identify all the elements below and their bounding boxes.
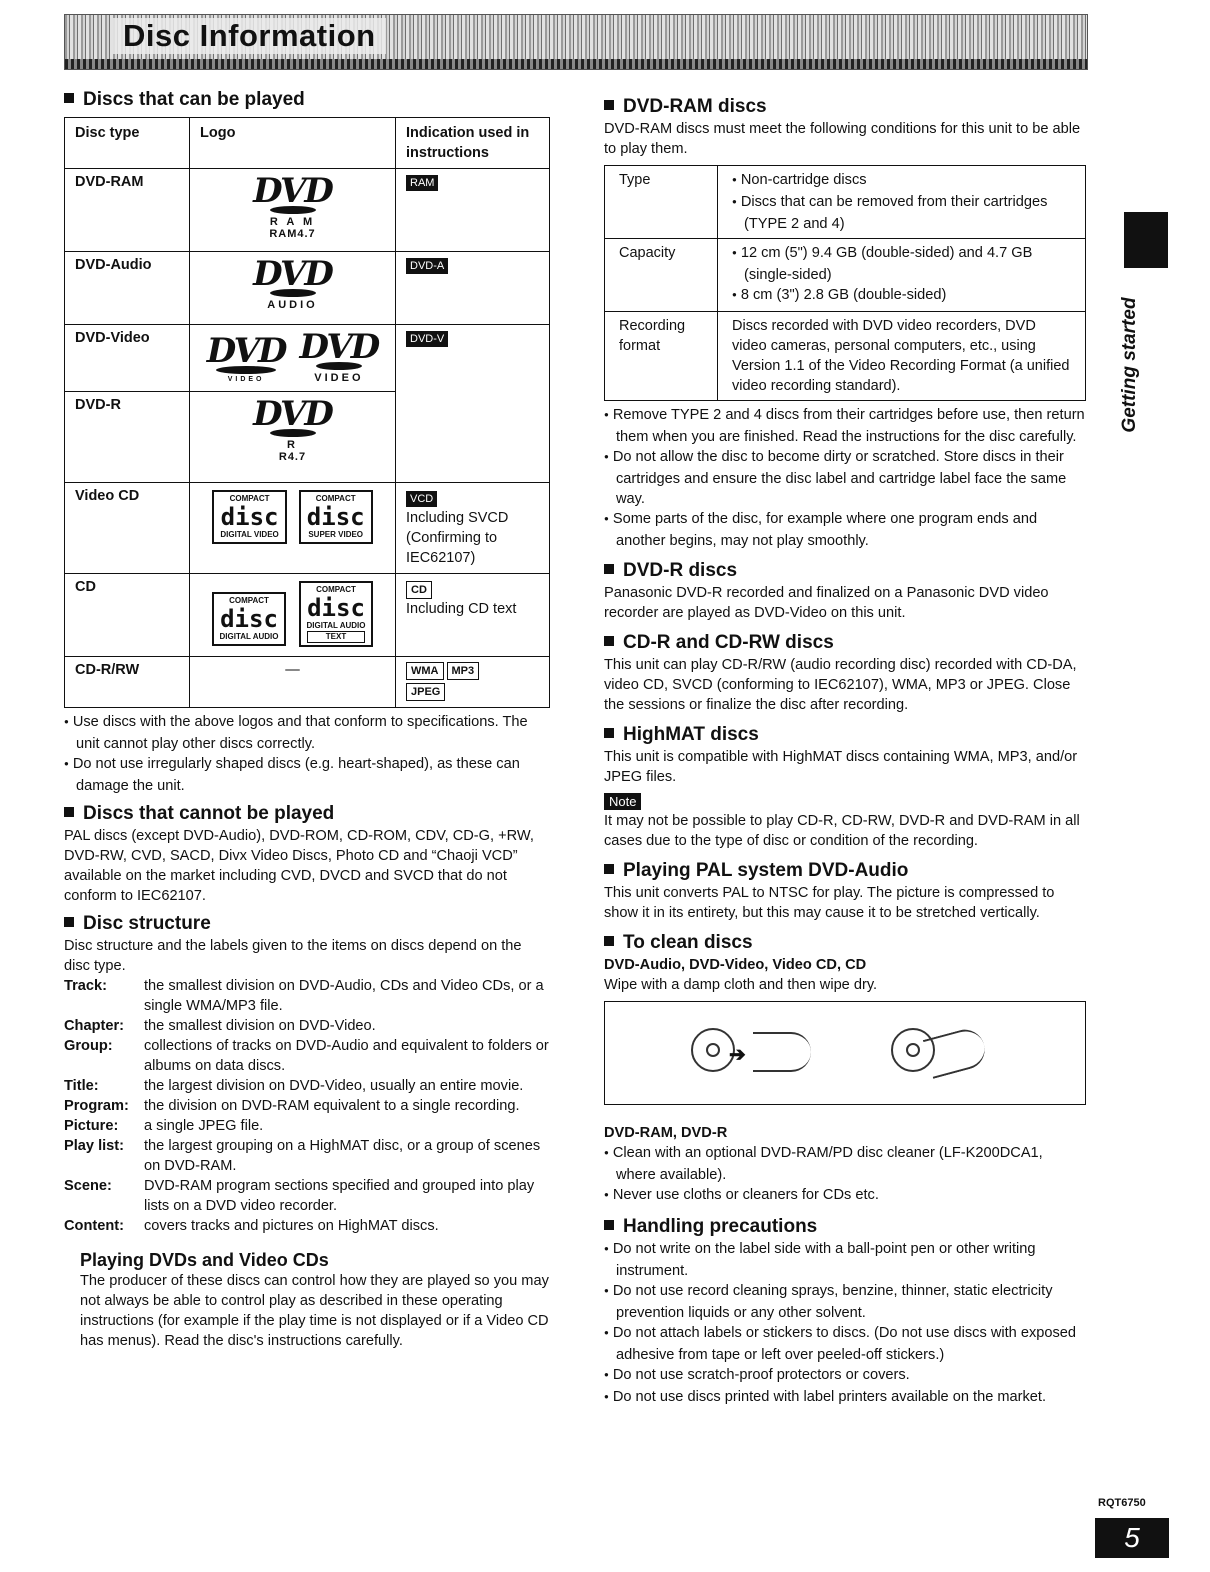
ram-badge: RAM (406, 175, 438, 191)
table-row (65, 483, 550, 574)
disc-type-cell: DVD-Audio (65, 252, 190, 325)
compact-disc-super-video-logo: COMPACT disc SUPER VIDEO (299, 490, 373, 544)
list-item: ● Use discs with the above logos and that conform to specifications. The unit cannot play other discs correctly. (64, 712, 550, 754)
list-item: ● Do not allow the disc to become dirty or scratched. Store discs in their cartridges and ensure the disc label and cartridge label face the same way. (604, 447, 1086, 509)
dvd-a-badge: DVD-A (406, 258, 448, 274)
compact-disc-video-logo: COMPACT disc DIGITAL VIDEO (212, 490, 286, 544)
list-item: ● Never use cloths or cleaners for CDs etc. (604, 1185, 1086, 1207)
cond-value: ● 12 cm (5") 9.4 GB (double-sided) and 4.7 GB (single-sided) ● 8 cm (3") 2.8 GB (double-sided) (718, 239, 1086, 312)
structure-definitions: Track: the smallest division on DVD-Audio, CDs and Video CDs, or a single WMA/MP3 file. Chapter: the smallest division on DVD-Video. Group: collections of tracks on DVD-Audio and equivalent to folders or albums on data discs. Title: the largest division on DVD-Video, usually an entire movie. Program: the division on DVD-RAM equivalent to a single recording. Picture: a single JPEG file. Play list: the largest grouping on a HighMAT disc, or a group of scenes on DVD-RAM. Scene: DVD-RAM program sections specified and grouped into play lists on a DVD video recorder. Content: covers tracks and pictures on HighMAT discs. (64, 978, 549, 1234)
list-item: ● Do not write on the label side with a ball-point pen or other writing instrument. (604, 1239, 1086, 1281)
right-column (604, 95, 1086, 1409)
list-item: ● Remove TYPE 2 and 4 discs from their cartridges before use, then return them when you are finished. Read the instructions for the disc carefully. (604, 405, 1086, 447)
indication-cell (396, 169, 550, 252)
dvd-audio-logo: DVD AUDIO (190, 252, 396, 325)
table-header-row (65, 118, 550, 169)
dvd-v-badge: DVD-V (406, 331, 448, 347)
note-badge: Note (604, 793, 641, 810)
page-title: Disc Information (113, 18, 386, 54)
vcd-note: Including SVCD (Confirming to IEC62107) (406, 510, 509, 566)
section-tab-label: Getting started (1119, 297, 1140, 433)
disc-type-cell: Video CD (65, 483, 190, 574)
dvd-video-logo: DVD VIDEO DVD VIDEO (190, 325, 396, 392)
playable-heading: Discs that can be played (64, 88, 550, 112)
disc-type-cell: CD-R/RW (65, 657, 190, 708)
hand-icon (923, 1025, 989, 1079)
cd-badge: CD (406, 581, 432, 599)
list-item: ● Clean with an optional DVD-RAM/PD disc cleaner (LF-K200DCA1, where available). (604, 1143, 1086, 1185)
disc-type-cell: DVD-RAM (65, 169, 190, 252)
cdr-text: This unit can play CD-R/RW (audio recording disc) recorded with CD-DA, video CD, SVCD (conforming to IEC62107), WMA, MP3 or JPEG. Close the sessions or finalize the disc after recording. (604, 657, 1077, 713)
table-row (65, 657, 550, 708)
table-row (605, 239, 1086, 312)
vcd-badge: VCD (406, 491, 437, 507)
wipe-arrow-icon: ➔ (729, 1044, 746, 1066)
model-number: RQT6750 (1098, 1497, 1146, 1509)
clean-subheading: DVD-Audio, DVD-Video, Video CD, CD (604, 957, 867, 973)
structure-heading: Disc structure (64, 912, 550, 936)
list-item: ● Do not use record cleaning sprays, benzine, thinner, static electricity prevention liquids or any other solvent. (604, 1281, 1086, 1323)
cond-label: Type (605, 166, 718, 239)
section-tab-marker (1124, 212, 1168, 268)
handling-heading: Handling precautions (604, 1215, 1086, 1239)
cond-label: Capacity (605, 239, 718, 312)
table-row (605, 166, 1086, 239)
disc-type-cell: CD (65, 574, 190, 657)
list-item: ● Do not use discs printed with label printers available on the market. (604, 1387, 1086, 1409)
video-cd-logo (190, 483, 396, 574)
playing-text: The producer of these discs can control how they are played so you may not always be able to control play as described in these operating instructions (for example if the play time is not displayed or if a Video CD has menus). Read the disc's instructions carefully. (80, 1273, 549, 1349)
compact-disc-text-logo: COMPACT disc DIGITAL AUDIO TEXT (299, 581, 374, 647)
indication-cell (396, 657, 550, 708)
list-item: ● Do not use irregularly shaped discs (e.g. heart-shaped), as these can damage the unit. (64, 754, 550, 796)
highmat-text: This unit is compatible with HighMAT discs containing WMA, MP3, and/or JPEG files. (604, 749, 1078, 785)
left-column (64, 88, 550, 1351)
page-banner (64, 14, 1088, 70)
list-item: ● Do not attach labels or stickers to discs. (Do not use discs with exposed adhesive from tape or left over peeled-off stickers.) (604, 1323, 1086, 1365)
note-text: It may not be possible to play CD-R, CD-RW, DVD-R and DVD-RAM in all cases due to the type of disc or condition of the recording. (604, 813, 1080, 849)
playable-discs-table (64, 117, 550, 708)
cond-label: Recording format (605, 312, 718, 401)
table-row (605, 312, 1086, 401)
table-row (65, 325, 550, 392)
cannot-text: PAL discs (except DVD-Audio), DVD-ROM, CD-ROM, CDV, CD-G, +RW, DVD-RW, CVD, SACD, Divx Video Discs, Photo CD and “Chaoji VCD” available on the market including CVD, DVCD and SVCD that do not conform to IEC62107. (64, 828, 534, 904)
ram-heading: DVD-RAM discs (604, 95, 1086, 119)
clean-subheading-2: DVD-RAM, DVD-R (604, 1125, 728, 1141)
pal-heading: Playing PAL system DVD-Audio (604, 859, 1086, 883)
hand-icon (753, 1032, 811, 1072)
indication-cell (396, 483, 550, 574)
cleaning-illustration (604, 1001, 1086, 1105)
indication-cell (396, 325, 550, 483)
list-item: ● Do not use scratch-proof protectors or covers. (604, 1365, 1086, 1387)
clean-heading: To clean discs (604, 931, 1086, 955)
cd-note: Including CD text (406, 601, 517, 617)
indication-cell (396, 574, 550, 657)
indication-cell (396, 252, 550, 325)
header-indication: Indication used in instructions (396, 118, 550, 169)
playing-heading: Playing DVDs and Video CDs (80, 1250, 329, 1270)
header-logo: Logo (190, 118, 396, 169)
table-row (65, 252, 550, 325)
table-row (65, 574, 550, 657)
compact-disc-audio-logo: COMPACT disc DIGITAL AUDIO (212, 592, 287, 646)
list-item: ● Some parts of the disc, for example where one program ends and another begins, may not play smoothly. (604, 509, 1086, 551)
clean-text: Wipe with a damp cloth and then wipe dry. (604, 977, 878, 993)
header-disc-type: Disc type (65, 118, 190, 169)
dvdr-text: Panasonic DVD-R recorded and finalized on a Panasonic DVD video recorder are played as DVD-Video on this unit. (604, 585, 1049, 621)
table-row (65, 169, 550, 252)
disc-type-cell: DVD-Video (65, 325, 190, 392)
cond-value: Discs recorded with DVD video recorders, DVD video cameras, personal computers, etc., using Version 1.1 of the Video Recording Format (a unified video recording standard). (718, 312, 1086, 401)
page-number: 5 (1095, 1518, 1169, 1558)
highmat-heading: HighMAT discs (604, 723, 1086, 747)
cond-value: ● Non-cartridge discs ● Discs that can be removed from their cartridges (TYPE 2 and 4) (718, 166, 1086, 239)
dvd-r-logo: DVD R R4.7 (190, 392, 396, 483)
disc-type-cell: DVD-R (65, 392, 190, 483)
ram-intro: DVD-RAM discs must meet the following conditions for this unit to be able to play them. (604, 121, 1081, 157)
mp3-badge: MP3 (447, 662, 480, 680)
structure-intro: Disc structure and the labels given to the items on discs depend on the disc type. (64, 938, 522, 974)
cdr-heading: CD-R and CD-RW discs (604, 631, 1086, 655)
jpeg-badge: JPEG (406, 683, 445, 701)
cd-logo (190, 574, 396, 657)
dvd-ram-logo: DVD R A M RAM4.7 (190, 169, 396, 252)
cdrw-logo-cell: — (190, 657, 396, 708)
ram-conditions-table (604, 165, 1086, 401)
pal-text: This unit converts PAL to NTSC for play. The picture is compressed to show it in its entirety, but this may cause it to be stretched vertically. (604, 885, 1055, 921)
section-tab (1110, 290, 1150, 440)
dvdr-heading: DVD-R discs (604, 559, 1086, 583)
cannot-heading: Discs that cannot be played (64, 802, 550, 826)
wma-badge: WMA (406, 662, 444, 680)
